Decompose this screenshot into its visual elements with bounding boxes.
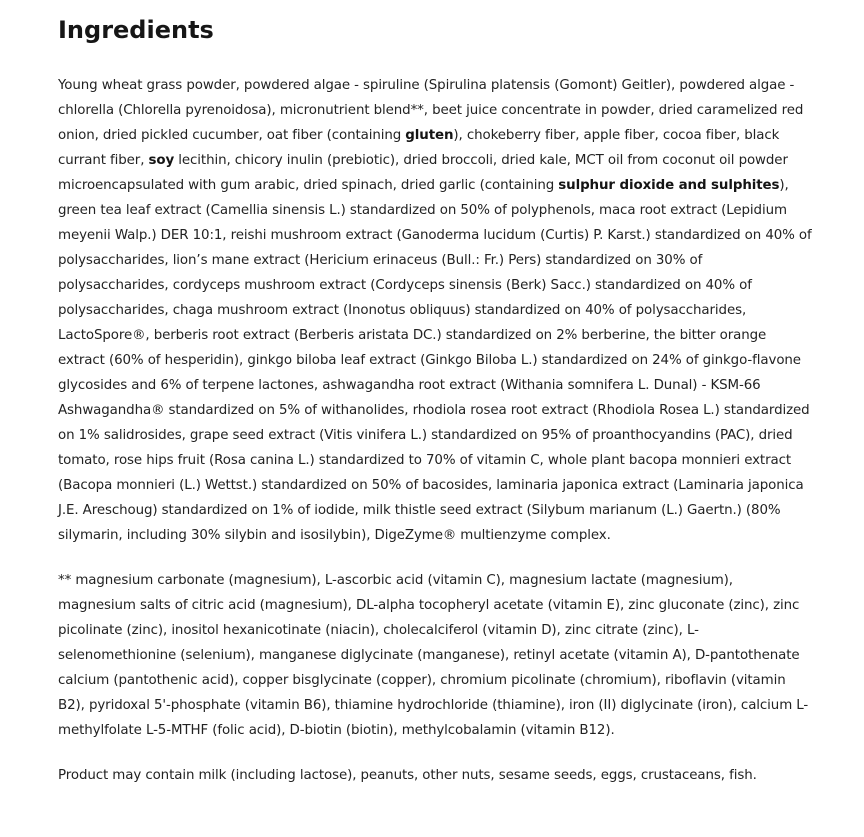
page-title: Ingredients	[58, 16, 214, 44]
allergen-soy: soy	[148, 153, 175, 168]
micronutrient-blend-footnote: ** magnesium carbonate (magnesium), L-ascorbic acid (vitamin C), magnesium lactate (magnesium), magnesium salts of citric acid (magnesium), DL-alpha tocopheryl acetate (vitamin E), zinc gluconate (zinc), zinc picolinate (zinc), inositol hexanicotinate (niacin), cholecalciferol (vitamin D), zinc citrate (zinc), L-selenomethionine (selenium), manganese diglycinate (manganese), retinyl acetate (vitamin A), D-pantothenate calcium (pantothenic acid), copper bisglycinate (copper), chromium picolinate (chromium), riboflavin (vitamin B2), pyridoxal 5'-phosphate (vitamin B6), thiamine hydrochloride (thiamine), iron (II) diglycinate (iron), calcium L-methylfolate L-5-MTHF (folic acid), D-biotin (biotin), methylcobalamin (vitamin B12).	[58, 573, 809, 738]
ingredients-text-4: ), green tea leaf extract (Camellia sinensis L.) standardized on 50% of polyphenols, maca root extract (Lepidium meyenii Walp.) DER 10:1, reishi mushroom extract (Ganoderma lucidum (Curtis) P. Karst.) standardized on 40% of polysaccharides, lion’s mane extract (Hericium erinaceus (Bull.: Fr.) Pers) standardized on 30% of polysaccharides, cordyceps mushroom extract (Cordyceps sinensis (Berk) Sacc.) standardized on 40% of polysaccharides, chaga mushroom extract (Inonotus obliquus) standardized on 40% of polysaccharides, LactoSpore®, berberis root extract (Berberis aristata DC.) standardized on 2% berberine, the bitter orange extract (60% of hesperidin), ginkgo biloba leaf extract (Ginkgo Biloba L.) standardized on 24% of ginkgo-flavone glycosides and 6% of terpene lactones, ashwagandha root extract (Withania somnifera L. Dunal) - KSM-66 Ashwagandha® standardized on 5% of withanolides, rhodiola rosea root extract (Rhodiola Rosea L.) standardized on 1% salidrosides, grape seed extract (Vitis vinifera L.) standardized on 95% of proanthocyandins (PAC), dried tomato, rose hips fruit (Rosa canina L.) standardized to 70% of vitamin C, whole plant bacopa monnieri extract (Bacopa monnieri (L.) Wettst.) standardized on 50% of bacosides, laminaria japonica extract (Laminaria japonica J.E. Areschoug) standardized on 1% of iodide, milk thistle seed extract (Silybum marianum (L.) Gaertn.) (80% silymarin, including 30% silybin and isosilybin), DigeZyme® multienzyme complex.	[58, 178, 812, 543]
allergen-warning: Product may contain milk (including lactose), peanuts, other nuts, sesame seeds, eggs, crustaceans, fish.	[58, 768, 757, 783]
ingredients-text-3: lecithin, chicory inulin (prebiotic), dried broccoli, dried kale, MCT oil from coconut oil powder microencapsulated with gum arabic, dried spinach, dried garlic (containing	[58, 153, 788, 193]
ingredients-text-1: Young wheat grass powder, powdered algae - spiruline (Spirulina platensis (Gomont) Geitler), powdered algae - chlorella (Chlorella pyrenoidosa), micronutrient blend**, beet juice concentrate in powder, dried caramelized red onion, dried pickled cucumber, oat fiber (containing	[58, 78, 804, 143]
allergen-sulphites: sulphur dioxide and sulphites	[558, 178, 780, 193]
ingredients-text-2: ), chokeberry fiber, apple fiber, cocoa fiber, black currant fiber,	[58, 128, 780, 168]
allergen-gluten: gluten	[405, 128, 454, 143]
ingredients-section	[58, 13, 814, 788]
ingredients-list	[58, 73, 814, 548]
